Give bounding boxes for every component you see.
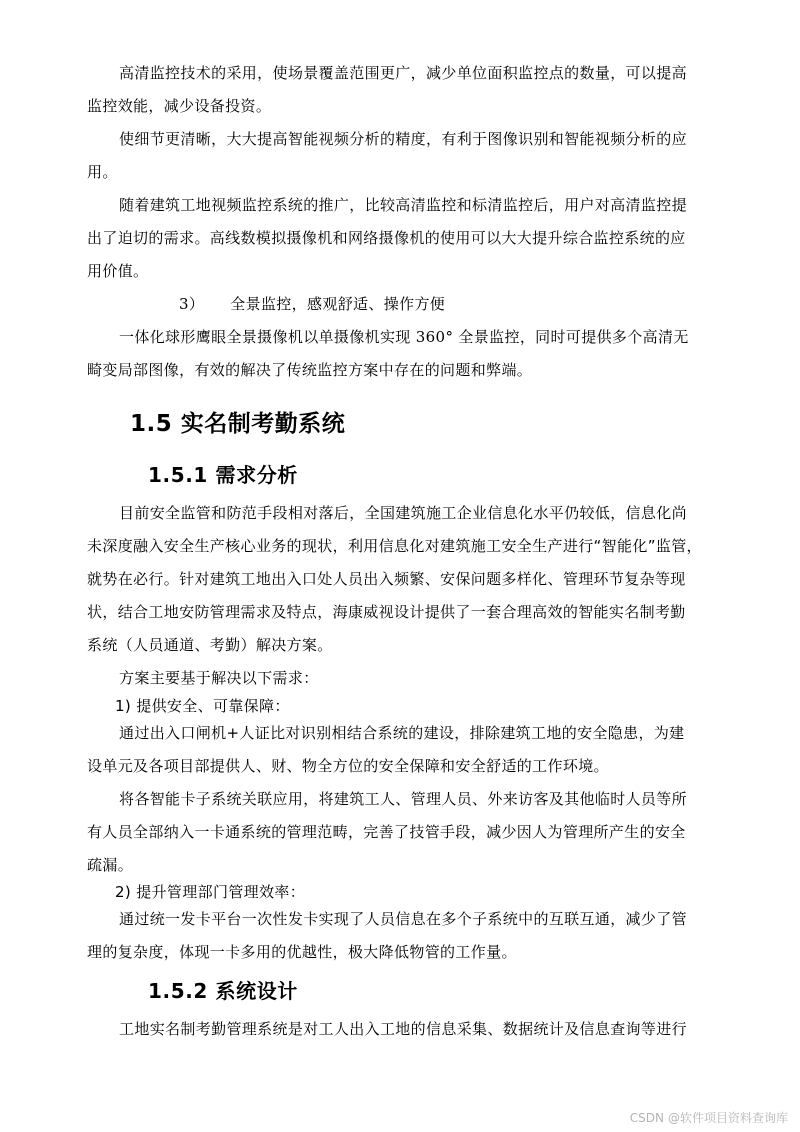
text-line: 目前安全监管和防范手段相对落后，全国建筑施工企业信息化水平仍较低，信息化尚 (119, 504, 687, 522)
watermark (630, 1109, 788, 1126)
section-heading-1-5-1: 1.5.1 需求分析 (148, 463, 298, 487)
paragraph-requirements (87, 497, 702, 662)
list-text: 全景监控，感观舒适、操作方便 (230, 295, 446, 313)
section-heading-1-5: 1.5 实名制考勤系统 (130, 411, 346, 437)
text-line: 系统（人员通道、考勤）解决方案。 (87, 636, 333, 654)
text-line: 有人员全部纳入一卡通系统的管理范畴，完善了技管手段，减少因人为管理所产生的安全 (87, 823, 686, 841)
text-line: 随着建筑工地视频监控系统的推广，比较高清监控和标清监控后，用户对高清监控提 (119, 196, 687, 214)
paragraph-system-design (119, 1013, 687, 1046)
paragraph-card-platform (87, 903, 687, 969)
text-line: 监控效能，减少设备投资。 (87, 97, 272, 115)
text-line: 用价值。 (87, 262, 149, 280)
text-line: 一体化球形鹰眼全景摄像机以单摄像机实现 360° 全景监控，同时可提供多个高清无 (119, 328, 689, 346)
text-line: 出了迫切的需求。高线数模拟摄像机和网络摄像机的使用可以大大提升综合监控系统的应 (87, 229, 686, 247)
text-line: 将各智能卡子系统关联应用，将建筑工人、管理人员、外来访客及其他临时人员等所 (119, 790, 687, 808)
watermark-author: @软件项目资料查询库 (667, 1111, 788, 1125)
list-item-security: 1) 提供安全、可靠保障： (115, 697, 290, 715)
paragraph-smart-card (87, 783, 687, 882)
text-line: 用。 (87, 163, 118, 181)
text-line: 就势在必行。针对建筑工地出入口处人员出入频繁、安保问题多样化、管理环节复杂等现 (87, 570, 686, 588)
paragraph-panoramic (87, 321, 689, 387)
list-item-efficiency: 2) 提升管理部门管理效率： (115, 883, 306, 901)
paragraph-intro: 方案主要基于解决以下需求： (119, 669, 319, 687)
list-item-panoramic (179, 288, 445, 321)
text-line: 通过统一发卡平台一次性发卡实现了人员信息在多个子系统中的互联互通，减少了管 (119, 910, 687, 928)
section-heading-1-5-2: 1.5.2 系统设计 (148, 979, 298, 1003)
text-line: 未深度融入安全生产核心业务的现状，利用信息化对建筑施工安全生产进行“智能化”监管， (87, 537, 702, 555)
text-line: 状，结合工地安防管理需求及特点，海康威视设计提供了一套合理高效的智能实名制考勤 (87, 603, 686, 621)
list-number: 3） (179, 295, 205, 313)
watermark-source: CSDN (629, 1111, 664, 1125)
text-line: 工地实名制考勤管理系统是对工人出入工地的信息采集、数据统计及信息查询等进行 (119, 1020, 687, 1038)
text-line: 设单元及各项目部提供人、财、物全方位的安全保障和安全舒适的工作环境。 (87, 757, 609, 775)
paragraph-gate-system (87, 717, 685, 783)
text-line: 通过出入口闸机+人证比对识别相结合系统的建设，排除建筑工地的安全隐患，为建 (119, 724, 685, 742)
text-line: 疏漏。 (87, 856, 134, 874)
paragraph-hd-detail (87, 123, 687, 189)
text-line: 畸变局部图像，有效的解决了传统监控方案中存在的问题和弊端。 (87, 361, 533, 379)
paragraph-hd-coverage (87, 57, 687, 123)
paragraph-hd-demand (87, 189, 687, 288)
text-line: 高清监控技术的采用，使场景覆盖范围更广，减少单位面积监控点的数量，可以提高 (119, 64, 687, 82)
text-line: 理的复杂度，体现一卡多用的优越性，极大降低物管的工作量。 (87, 943, 517, 961)
text-line: 使细节更清晰，大大提高智能视频分析的精度，有利于图像识别和智能视频分析的应 (119, 130, 687, 148)
